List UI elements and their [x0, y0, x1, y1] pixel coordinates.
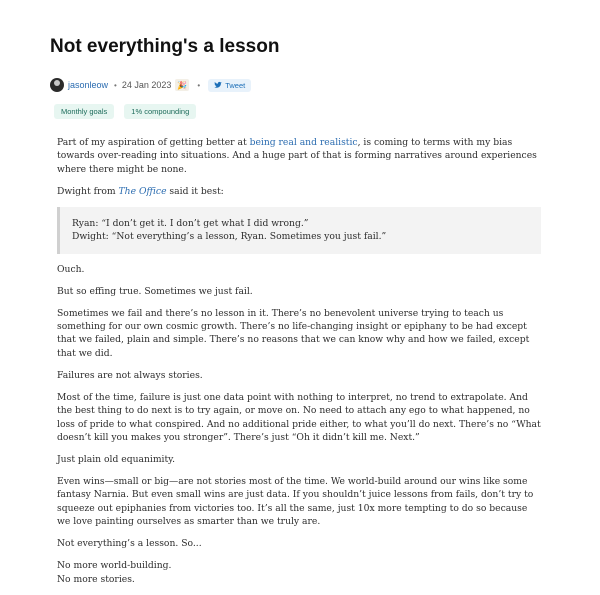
paragraph: No more world-building. No more stories. [57, 560, 172, 585]
quote-line: Ryan: “I don’t get it. I don’t get what I did wrong.” [72, 217, 309, 229]
paragraph: Failures are not always stories. [57, 369, 203, 381]
paragraph: Just plain old equanimity. [57, 454, 176, 466]
twitter-bird-icon [214, 81, 222, 89]
paragraph: Dwight from The Office said it best: [57, 185, 224, 197]
paragraph: Most of the time, failure is just one data point with nothing to interpret, no trend to extrapolate. And the best thing to do next is to try again, or move on. No need to attach any ego to what happened, no loss of pride to what conspired. And no additional pride either, to what you’ll do next. There’s no “What doesn’t kill you makes you stronger”. There’s just “Oh it didn’t kill me. Next.” [57, 391, 541, 444]
author-link[interactable]: jasonleow [68, 80, 109, 90]
tag-list [54, 104, 196, 119]
paragraph: But so effing true. Sometimes we just fail. [57, 285, 253, 297]
being-real-link[interactable]: being real and realistic [249, 137, 358, 148]
the-office-link[interactable]: The Office [118, 185, 167, 197]
paragraph: Ouch. [57, 263, 85, 275]
separator-dot: • [197, 80, 201, 90]
tag-monthly-goals[interactable]: Monthly goals [54, 104, 114, 119]
paragraph: Not everything’s a lesson. So... [57, 538, 202, 550]
tweet-button[interactable] [208, 79, 251, 92]
blockquote [57, 207, 541, 254]
article-meta [50, 76, 251, 94]
avatar[interactable] [50, 78, 64, 92]
tweet-label: Tweet [225, 80, 246, 90]
article-body [57, 136, 541, 595]
quote-line: Dwight: “Not everything’s a lesson, Ryan. Sometimes you just fail.” [72, 231, 387, 243]
tag-compounding[interactable]: 1% compounding [124, 104, 196, 119]
paragraph: Sometimes we fail and there’s no lesson in it. There’s no benevolent universe trying to teach us something for our own cosmic growth. There’s no life-changing insight or epiphany to be had except that we failed, plain and simple. There’s no reasons that we can know why and how we failed, except that we did. [57, 307, 530, 359]
paragraph: Part of my aspiration of getting better at being real and realistic, is coming to terms with my bias towards over-reading into situations. And a huge part of that is forming narratives around experiences where there might be none. [57, 137, 537, 175]
party-popper-icon: 🎉 [175, 79, 189, 91]
post-date: 24 Jan 2023 [121, 80, 172, 90]
page-title: Not everything's a lesson [50, 36, 280, 57]
separator-dot: • [114, 80, 117, 90]
paragraph: Even wins—small or big—are not stories most of the time. We world-build around our wins like some fantasy Narnia. But even small wins are just data. If you shouldn’t juice lessons from fails, don’t try to squeeze out epiphanies from victories too. It’s all the same, just 10x more tempting to do so because we love painting ourselves as smarter than we truly are. [57, 476, 534, 528]
